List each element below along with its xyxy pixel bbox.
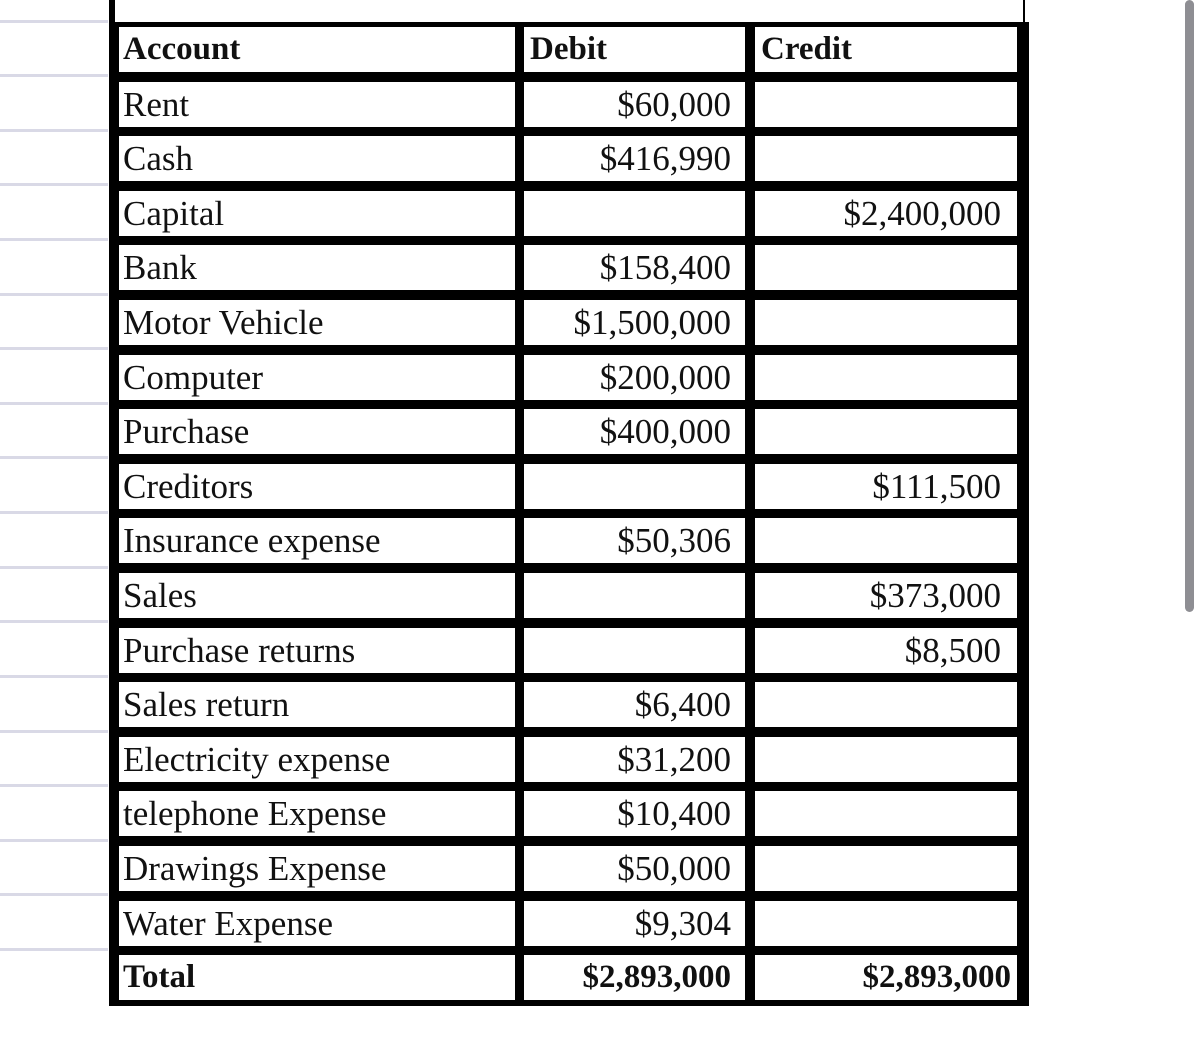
table-row	[109, 518, 1029, 563]
debit-cell: $50,306	[524, 518, 745, 563]
account-cell: Sales	[119, 573, 515, 618]
debit-cell	[524, 573, 745, 618]
account-cell: Purchase	[119, 409, 515, 454]
table-total-row	[109, 955, 1029, 1000]
table-row	[109, 846, 1029, 891]
account-cell: telephone Expense	[119, 791, 515, 836]
account-cell: Rent	[119, 82, 515, 127]
vertical-scrollbar[interactable]	[1185, 0, 1194, 612]
debit-cell: $50,000	[524, 846, 745, 891]
ruled-line	[0, 293, 108, 296]
account-cell: Sales return	[119, 682, 515, 727]
ruled-line	[0, 511, 108, 514]
account-cell: Account	[119, 27, 515, 72]
table-row	[109, 682, 1029, 727]
credit-cell	[755, 409, 1017, 454]
debit-cell: $1,500,000	[524, 300, 745, 345]
ruled-line	[0, 784, 108, 787]
table-row	[109, 191, 1029, 236]
debit-cell: $416,990	[524, 136, 745, 181]
credit-cell	[755, 82, 1017, 127]
account-cell: Total	[119, 955, 515, 1000]
table-top-band	[109, 0, 1025, 24]
ruled-line	[0, 456, 108, 459]
debit-cell	[524, 628, 745, 673]
table-row	[109, 136, 1029, 181]
ruled-line	[0, 948, 108, 951]
credit-cell: $8,500	[755, 628, 1017, 673]
debit-cell: $10,400	[524, 791, 745, 836]
table-header-row	[109, 27, 1029, 72]
ruled-line	[0, 238, 108, 241]
table-row	[109, 245, 1029, 290]
table-row	[109, 737, 1029, 782]
account-cell: Cash	[119, 136, 515, 181]
debit-cell: $9,304	[524, 901, 745, 946]
credit-cell	[755, 136, 1017, 181]
table-row	[109, 355, 1029, 400]
credit-cell: $2,893,000	[755, 955, 1017, 1000]
debit-cell: $2,893,000	[524, 955, 745, 1000]
debit-cell	[524, 191, 745, 236]
table-row	[109, 901, 1029, 946]
table-row	[109, 409, 1029, 454]
credit-cell	[755, 846, 1017, 891]
trial-balance-table	[109, 22, 1029, 1006]
debit-cell: $6,400	[524, 682, 745, 727]
debit-cell: $158,400	[524, 245, 745, 290]
ruled-line	[0, 129, 108, 132]
debit-cell: $31,200	[524, 737, 745, 782]
ruled-line	[0, 675, 108, 678]
credit-cell: Credit	[755, 27, 1017, 72]
credit-cell: $2,400,000	[755, 191, 1017, 236]
account-cell: Bank	[119, 245, 515, 290]
account-cell: Insurance expense	[119, 518, 515, 563]
ruled-line	[0, 620, 108, 623]
table-row	[109, 628, 1029, 673]
ruled-line	[0, 730, 108, 733]
credit-cell	[755, 245, 1017, 290]
ruled-line	[0, 183, 108, 186]
table-row	[109, 791, 1029, 836]
table-row	[109, 82, 1029, 127]
debit-cell: $400,000	[524, 409, 745, 454]
debit-cell	[524, 464, 745, 509]
account-cell: Computer	[119, 355, 515, 400]
ruled-line	[0, 347, 108, 350]
credit-cell: $373,000	[755, 573, 1017, 618]
debit-cell: Debit	[524, 27, 745, 72]
credit-cell	[755, 737, 1017, 782]
credit-cell	[755, 300, 1017, 345]
credit-cell	[755, 518, 1017, 563]
credit-cell	[755, 791, 1017, 836]
ruled-line	[0, 839, 108, 842]
debit-cell: $200,000	[524, 355, 745, 400]
credit-cell: $111,500	[755, 464, 1017, 509]
ruled-line	[0, 893, 108, 896]
account-cell: Electricity expense	[119, 737, 515, 782]
credit-cell	[755, 901, 1017, 946]
account-cell: Motor Vehicle	[119, 300, 515, 345]
ruled-line	[0, 566, 108, 569]
credit-cell	[755, 355, 1017, 400]
account-cell: Water Expense	[119, 901, 515, 946]
table-row	[109, 300, 1029, 345]
debit-cell: $60,000	[524, 82, 745, 127]
ruled-line	[0, 402, 108, 405]
ruled-line	[0, 74, 108, 77]
credit-cell	[755, 682, 1017, 727]
account-cell: Capital	[119, 191, 515, 236]
account-cell: Drawings Expense	[119, 846, 515, 891]
table-row	[109, 464, 1029, 509]
ruled-line	[0, 20, 108, 23]
table-grid	[109, 22, 1029, 1006]
account-cell: Purchase returns	[119, 628, 515, 673]
account-cell: Creditors	[119, 464, 515, 509]
table-row	[109, 573, 1029, 618]
